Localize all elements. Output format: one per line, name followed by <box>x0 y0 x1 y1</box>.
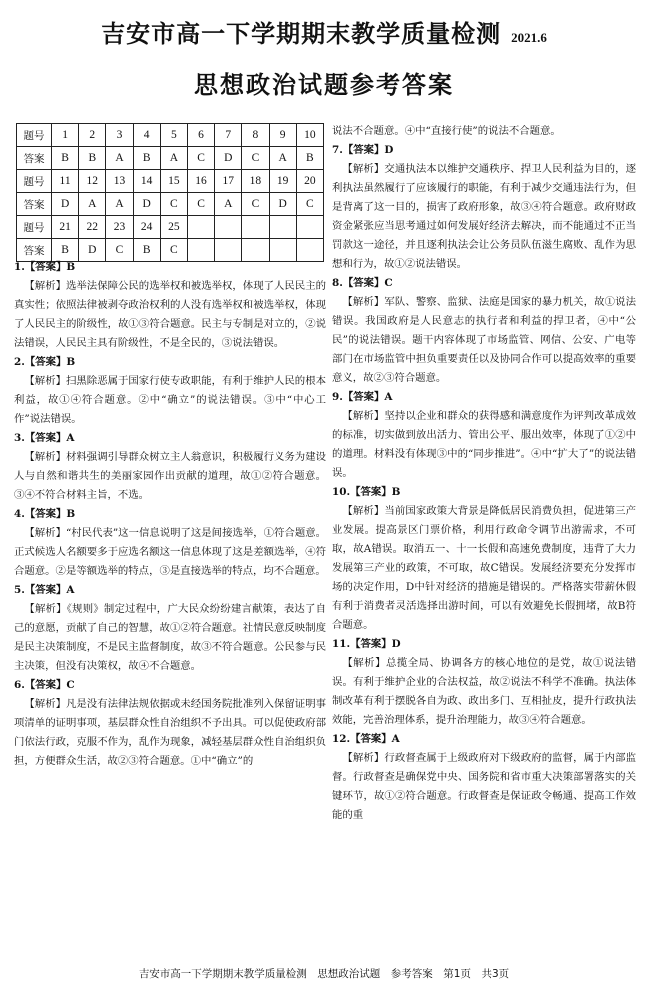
table-cell: D <box>215 147 242 170</box>
table-cell: D <box>79 239 106 262</box>
table-row <box>17 193 324 216</box>
document-title <box>0 14 648 49</box>
table-row-header: 题号 <box>17 216 52 239</box>
table-cell: 25 <box>160 216 187 239</box>
table-cell: 17 <box>215 170 242 193</box>
page-footer: 吉安市高一下学期期末教学质量检测 思想政治试题 参考答案 第1页 共3页 <box>138 968 510 980</box>
table-cell: B <box>52 239 79 262</box>
table-cell: A <box>160 147 187 170</box>
answer-line: 1.【答案】B <box>14 261 76 273</box>
answer-line: 12.【答案】A <box>332 733 400 745</box>
table-cell: C <box>242 147 269 170</box>
table-cell: 1 <box>52 124 79 147</box>
table-cell: 21 <box>52 216 79 239</box>
table-cell: 22 <box>79 216 106 239</box>
table-cell: C <box>242 193 269 216</box>
question-block <box>14 505 326 581</box>
question-block <box>14 429 326 505</box>
answer-table <box>16 123 324 262</box>
table-cell <box>296 216 323 239</box>
answer-line: 7.【答案】D <box>332 144 394 156</box>
question-block <box>332 141 636 274</box>
explanation-text: 【解析】凡是没有法律法规依据或未经国务院批准列入保留证明事项清单的证明事项，基层群众性自治组织不予出具。可以促使政府部门依法行政，克服不作为，乱作为现象，减轻基层群众性自治组织负担，方便群众生活，故②③符合题意。①中“确立”的 <box>14 698 326 767</box>
question-block <box>332 274 636 388</box>
table-row <box>17 124 324 147</box>
explanation-text: 【解析】扫黑除恶属于国家行使专政职能，有利于维护人民的根本利益，故①④符合题意。②中“确立”的说法错误。③中“中心工作”说法错误。 <box>14 375 326 425</box>
explanation-text: 【解析】选举法保障公民的选举权和被选举权，体现了人民民主的真实性；依照法律被剥夺政治权利的人没有选举权和被选举权，体现了人民民主的阶级性，故①③符合题意。民主与专制是对立的，②说法错误，人民民主具有阶级性，不是全民的，③说法错误。 <box>14 280 326 349</box>
table-row-header: 答案 <box>17 193 52 216</box>
table-cell: 4 <box>133 124 160 147</box>
explanation-text: 【解析】军队、警察、监狱、法庭是国家的暴力机关，故①说法错误。我国政府是人民意志的执行者和利益的捍卫者，④中“公民”的说法错误。题干内容体现了市场监管、网信、公安、广电等部门在市场监管中担负重要责任以及协同合作可以提高效率的重要意义，故②③符合题意。 <box>332 296 636 384</box>
answer-line: 9.【答案】A <box>332 391 393 403</box>
question-block <box>332 635 636 730</box>
table-cell: C <box>106 239 133 262</box>
explanation-text: 【解析】行政督查属于上级政府对下级政府的监督，属于内部监督。行政督查是确保党中央、国务院和省市重大决策部署落实的关键环节，故①②符合题意。行政督查是保证政令畅通、提高工作效能的重 <box>332 752 636 821</box>
table-row <box>17 170 324 193</box>
explanation-text: 【解析】交通执法本以维护交通秩序、捍卫人民利益为目的，逐利执法虽然履行了应该履行的职能，有利于减少交通违法行为，但是背离了这一目的，损害了政府形象，故③④符合题意。政府财政资金紧张应当思考通过如何发展好经济去解决，而不能通过不正当罚款这一途径，并且逐利执法会让公务员队伍滋生腐败、乱作为思想和行为，故①②说法错误。 <box>332 163 636 270</box>
table-cell: A <box>269 147 296 170</box>
answer-line: 2.【答案】B <box>14 356 76 368</box>
explanation-text: 【解析】当前国家政策大背景是降低居民消费负担，促进第三产业发展。提高景区门票价格，利用行政命令调节出游需求，不可取，故A错误。取消五一、十一长假和高速免费制度，违背了大力发展第三产业的政策，不可取，故C错误。发展经济要充分发挥市场的决定作用，D中针对经济的措施是错误的。严格落实带薪休假有利于消费者灵活选择出游时间，可以有效避免长假拥堵，故B符合题意。 <box>332 505 636 631</box>
table-cell: 2 <box>79 124 106 147</box>
answer-line: 11.【答案】D <box>332 638 401 650</box>
answer-line: 8.【答案】C <box>332 277 393 289</box>
table-row-header: 答案 <box>17 239 52 262</box>
table-cell: D <box>52 193 79 216</box>
table-cell <box>187 216 214 239</box>
table-row-header: 题号 <box>17 124 52 147</box>
table-cell: A <box>215 193 242 216</box>
answer-line: 10.【答案】B <box>332 486 401 498</box>
explanation-text: 【解析】材料强调引导群众树立主人翁意识，积极履行义务为建设人与自然和谐共生的美丽家园作出贡献的道理，故①②符合题意。③④不符合材料主旨，不选。 <box>14 451 326 501</box>
left-column <box>14 258 326 771</box>
table-cell: 6 <box>187 124 214 147</box>
table-cell: D <box>133 193 160 216</box>
table-row-header: 题号 <box>17 170 52 193</box>
answer-line: 3.【答案】A <box>14 432 75 444</box>
table-cell: 14 <box>133 170 160 193</box>
table-cell: 23 <box>106 216 133 239</box>
answer-line: 6.【答案】C <box>14 679 75 691</box>
table-cell: B <box>133 239 160 262</box>
table-cell: 7 <box>215 124 242 147</box>
table-cell: C <box>160 193 187 216</box>
table-row-header: 答案 <box>17 147 52 170</box>
table-cell: B <box>52 147 79 170</box>
table-cell: B <box>79 147 106 170</box>
table-cell: B <box>133 147 160 170</box>
table-cell: 19 <box>269 170 296 193</box>
table-cell: A <box>106 147 133 170</box>
table-cell: A <box>106 193 133 216</box>
document-subtitle: 思想政治试题参考答案 <box>194 71 454 99</box>
right-column <box>332 122 636 825</box>
table-row <box>17 216 324 239</box>
question-block <box>332 483 636 635</box>
table-cell <box>242 216 269 239</box>
table-cell: 20 <box>296 170 323 193</box>
exam-date: 2021.6 <box>511 30 547 45</box>
table-cell: B <box>296 147 323 170</box>
question-block <box>332 730 636 825</box>
table-cell: C <box>160 239 187 262</box>
table-cell: 15 <box>160 170 187 193</box>
table-cell: 10 <box>296 124 323 147</box>
table-cell: C <box>296 193 323 216</box>
table-cell: A <box>79 193 106 216</box>
table-cell: 8 <box>242 124 269 147</box>
question-block <box>14 353 326 429</box>
explanation-text: 说法不合题意。④中“直接行使”的说法不合题意。 <box>332 125 561 137</box>
table-cell: C <box>187 147 214 170</box>
question-block <box>332 388 636 483</box>
explanation-text: 【解析】总揽全局、协调各方的核心地位的是党，故①说法错误。有利于维护企业的合法权益，故②说法不科学不准确。执法体制改革有利于摆脱各自为政、政出多门、互相扯皮，提升行政执法效能，完善治理体系，提升治理能力，故③④符合题意。 <box>332 657 636 726</box>
title-text: 吉安市高一下学期期末教学质量检测 <box>101 20 502 48</box>
table-cell: C <box>187 193 214 216</box>
table-row <box>17 147 324 170</box>
question-block <box>14 676 326 771</box>
explanation-text: 【解析】坚持以企业和群众的获得感和满意度作为评判改革成效的标准，切实做到放出活力、管出公平、服出效率，体现了①②中的道理。材料没有体现③中的“同步推进”。④中“扩大了”的说法错误。 <box>332 410 636 479</box>
question-block <box>14 581 326 676</box>
table-cell: 11 <box>52 170 79 193</box>
answer-line: 5.【答案】A <box>14 584 75 596</box>
answer-line: 4.【答案】B <box>14 508 76 520</box>
table-cell: 5 <box>160 124 187 147</box>
table-cell: 16 <box>187 170 214 193</box>
table-cell: 9 <box>269 124 296 147</box>
table-cell: D <box>269 193 296 216</box>
table-cell: 12 <box>79 170 106 193</box>
table-cell: 18 <box>242 170 269 193</box>
table-cell <box>269 216 296 239</box>
table-cell <box>215 216 242 239</box>
explanation-text: 【解析】“村民代表”这一信息说明了这是间接选举，①符合题意。正式候选人名额要多于应选名额这一信息体现了这是差额选举，④符合题意。②是等额选举的特点，③是直接选举的特点，均不合题意。 <box>14 527 326 577</box>
explanation-text: 【解析】《规则》制定过程中，广大民众纷纷建言献策，表达了自己的意愿，贡献了自己的智慧，故①②符合题意。社情民意反映制度是民主决策制度，不是民主监督制度，故③不符合题意。公民参与民主决策，但没有决策权，故④不合题意。 <box>14 603 326 672</box>
table-cell: 24 <box>133 216 160 239</box>
question-block <box>14 258 326 353</box>
question-block <box>332 122 636 141</box>
table-cell: 3 <box>106 124 133 147</box>
table-cell: 13 <box>106 170 133 193</box>
